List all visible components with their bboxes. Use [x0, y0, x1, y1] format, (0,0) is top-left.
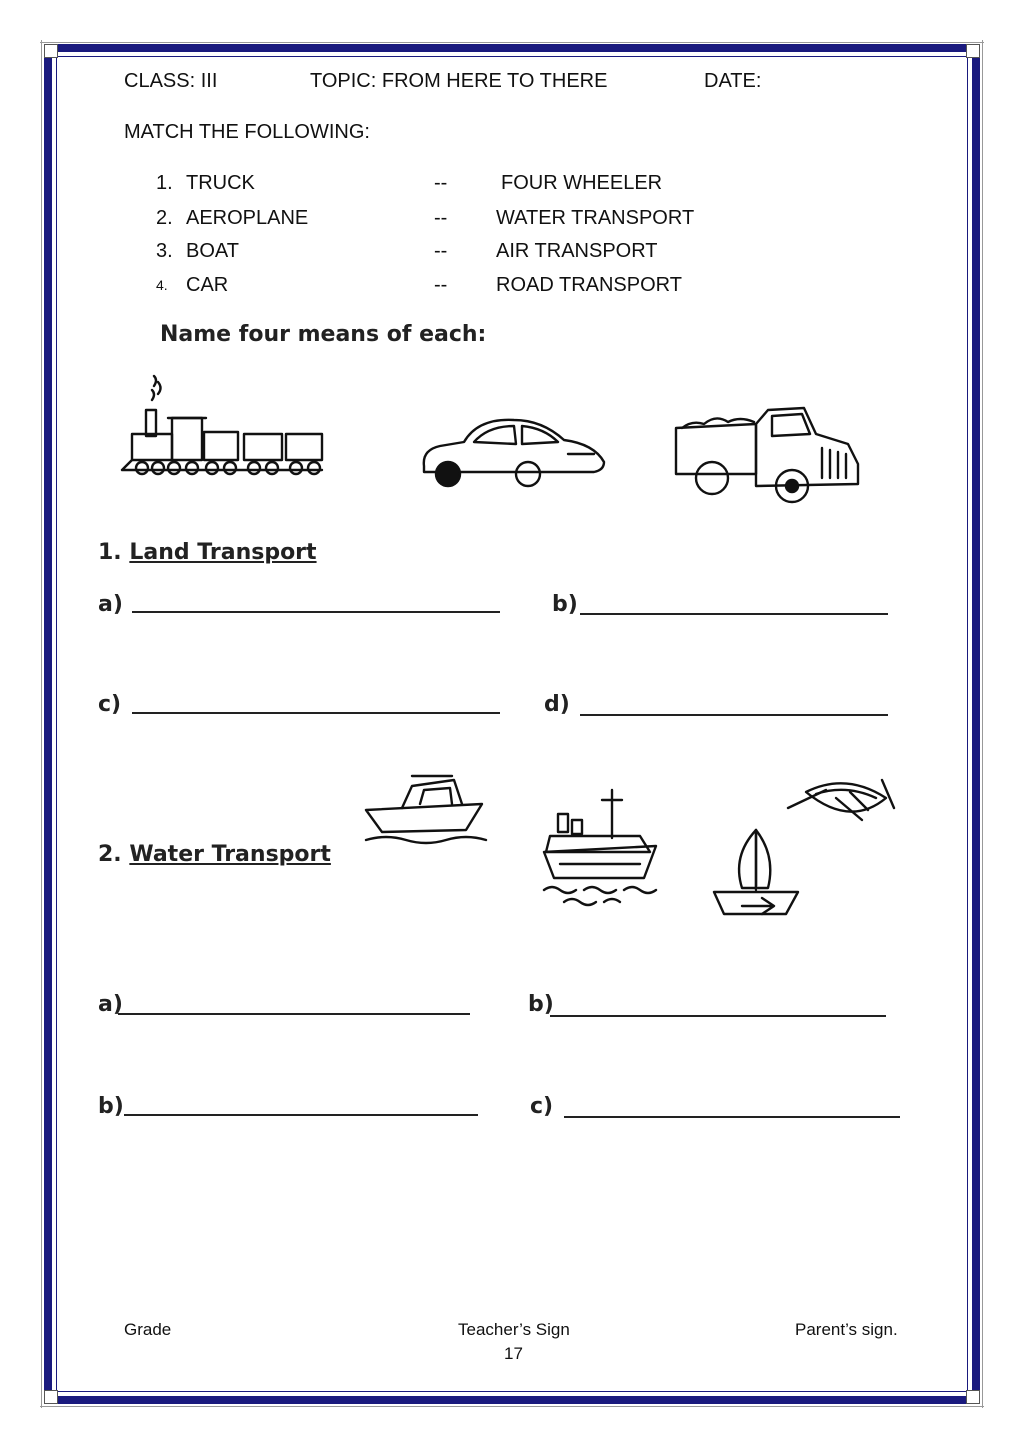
name-four-title: Name four means of each:: [160, 322, 487, 347]
speedboat-icon: [362, 770, 488, 850]
answer-line[interactable]: [564, 1116, 900, 1118]
blank-label: c): [530, 1094, 554, 1119]
parent-sign-label: Parent’s sign.: [795, 1320, 898, 1339]
answer-line[interactable]: [124, 1114, 478, 1116]
answer-line[interactable]: [132, 611, 500, 613]
truck-icon: [672, 404, 864, 508]
corner-mark: [44, 1390, 58, 1404]
blank-label: b): [528, 992, 554, 1017]
answer-line[interactable]: [132, 712, 500, 714]
answer-line[interactable]: [580, 613, 888, 615]
match-right: ROAD TRANSPORT: [496, 274, 682, 296]
blank-label: c): [98, 692, 122, 717]
match-dash: --: [434, 207, 448, 229]
canoe-icon: [786, 768, 898, 830]
blank-label: b): [98, 1094, 124, 1119]
crop-guide: [41, 40, 42, 1408]
match-dash: --: [434, 274, 448, 296]
match-left: AEROPLANE: [186, 207, 309, 229]
corner-mark: [966, 1390, 980, 1404]
teacher-sign-label: Teacher’s Sign: [458, 1320, 570, 1339]
sailboat-icon: [712, 826, 802, 926]
match-right: FOUR WHEELER: [501, 172, 663, 194]
land-transport-heading: 1. Land Transport: [98, 540, 317, 565]
corner-mark: [966, 44, 980, 58]
match-left: CAR: [186, 274, 229, 296]
grade-label: Grade: [124, 1320, 172, 1339]
match-number: 3.: [156, 240, 173, 262]
answer-line[interactable]: [580, 714, 888, 716]
train-icon: [122, 376, 326, 480]
date-label: DATE:: [704, 70, 762, 92]
blank-label: a): [98, 592, 123, 617]
match-number: 2.: [156, 207, 173, 229]
crop-guide: [40, 1406, 984, 1407]
crop-guide: [40, 42, 984, 43]
match-number: 1.: [156, 172, 173, 194]
water-transport-heading: 2. Water Transport: [98, 842, 331, 867]
match-right: AIR TRANSPORT: [496, 240, 658, 262]
blank-label: a): [98, 992, 123, 1017]
match-dash: --: [434, 240, 448, 262]
car-icon: [418, 414, 608, 490]
class-label: CLASS: III: [124, 70, 218, 92]
match-right: WATER TRANSPORT: [496, 207, 695, 229]
topic-label: TOPIC: FROM HERE TO THERE: [310, 70, 608, 92]
blank-label: b): [552, 592, 578, 617]
match-number: 4.: [156, 277, 168, 293]
crop-guide: [982, 40, 983, 1408]
blank-label: d): [544, 692, 570, 717]
answer-line[interactable]: [118, 1013, 470, 1015]
match-left: BOAT: [186, 240, 239, 262]
ship-icon: [540, 786, 664, 910]
page-number: 17: [504, 1344, 523, 1363]
match-dash: --: [434, 172, 448, 194]
answer-line[interactable]: [550, 1015, 886, 1017]
match-left: TRUCK: [186, 172, 255, 194]
corner-mark: [44, 44, 58, 58]
match-title: MATCH THE FOLLOWING:: [124, 121, 370, 143]
